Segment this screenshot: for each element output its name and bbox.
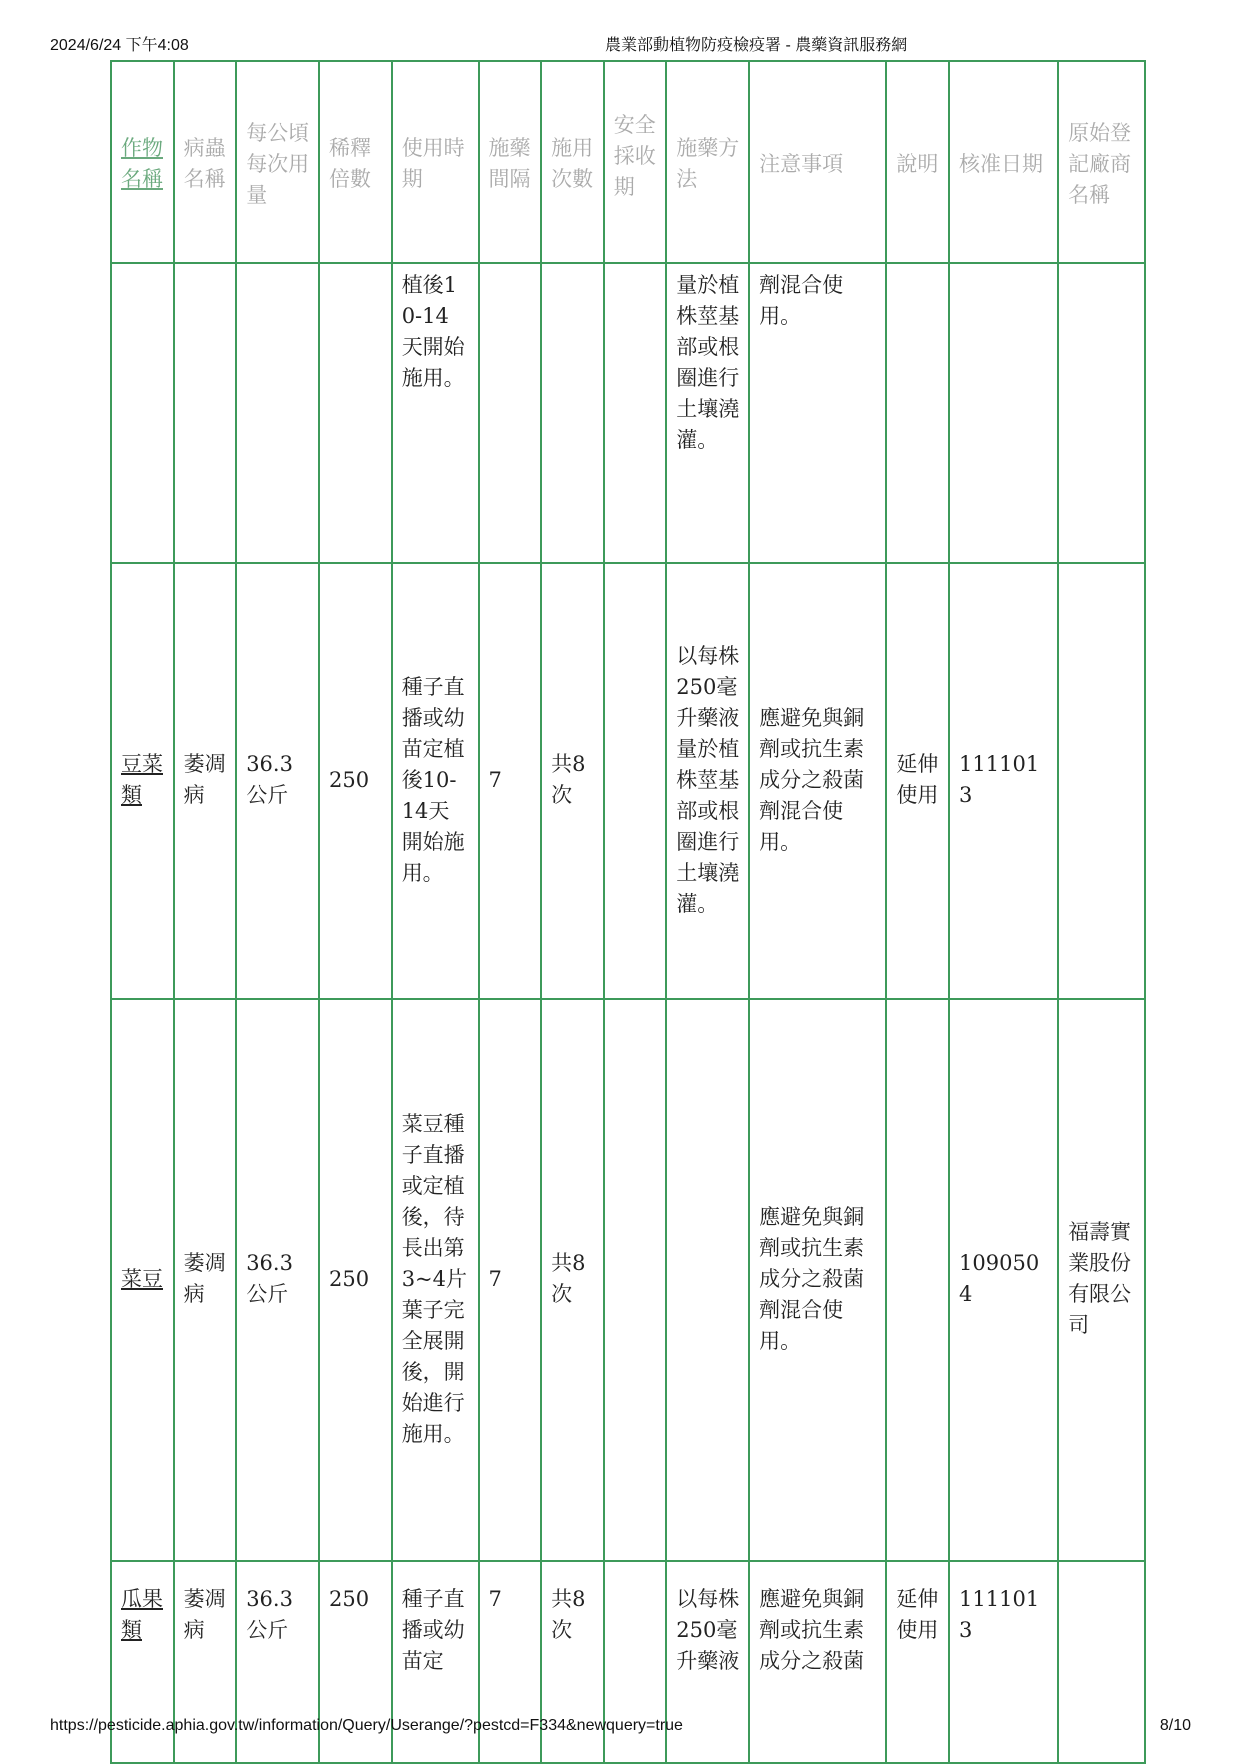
cell-method: 量於植株莖基部或根圈進行土壤澆灌。: [666, 263, 749, 563]
cell-times: 共8次: [541, 563, 604, 999]
cell-phi: [604, 563, 667, 999]
cell-remark: [886, 263, 949, 563]
cell-dilution: 250: [319, 999, 392, 1561]
cell-method: 以每株250毫升藥液量於植株莖基部或根圈進行土壤澆灌。: [666, 563, 749, 999]
cell-interval: 7: [479, 1561, 542, 1763]
cell-notes: 應避免與銅劑或抗生素成分之殺菌劑混合使用。: [749, 563, 886, 999]
cell-remark: [886, 999, 949, 1561]
crop-link[interactable]: 豆菜類: [121, 752, 163, 807]
usage-table: [110, 60, 1146, 1764]
header-method: 施藥方法: [666, 61, 749, 263]
cell-timing: 種子直播或幼苗定植後10-14天開始施用。: [392, 563, 479, 999]
cell-times: [541, 263, 604, 563]
print-footer: [50, 1717, 1191, 1739]
header-notes: 注意事項: [749, 61, 886, 263]
cell-timing: 植後10-14天開始施用。: [392, 263, 479, 563]
cell-method: [666, 999, 749, 1561]
header-registrant: 原始登記廠商名稱: [1058, 61, 1145, 263]
cell-dilution: 250: [319, 1561, 392, 1763]
cell-crop: [111, 563, 174, 999]
cell-dosage: 36.3公斤: [236, 1561, 319, 1763]
table-row: [111, 563, 1145, 999]
cell-timing: 種子直播或幼苗定: [392, 1561, 479, 1763]
cell-approval: 1111013: [949, 1561, 1058, 1763]
crop-link[interactable]: 瓜果類: [121, 1587, 163, 1642]
cell-dilution: 250: [319, 563, 392, 999]
crop-link[interactable]: 菜豆: [121, 1266, 163, 1291]
cell-notes: 應避免與銅劑或抗生素成分之殺菌: [749, 1561, 886, 1763]
header-phi: 安全採收期: [604, 61, 667, 263]
cell-phi: [604, 999, 667, 1561]
cell-times: 共8次: [541, 1561, 604, 1763]
cell-interval: 7: [479, 999, 542, 1561]
header-interval: 施藥間隔: [479, 61, 542, 263]
header-remark: 說明: [886, 61, 949, 263]
cell-crop: [111, 999, 174, 1561]
header-approval: 核准日期: [949, 61, 1058, 263]
header-dosage: 每公頃每次用量: [236, 61, 319, 263]
cell-remark: 延伸使用: [886, 563, 949, 999]
print-datetime: 2024/6/24 下午4:08: [50, 37, 189, 54]
cell-pest: [174, 263, 237, 563]
cell-dilution: [319, 263, 392, 563]
cell-timing: 菜豆種子直播或定植後，待長出第3~4片葉子完全展開後，開始進行施用。: [392, 999, 479, 1561]
cell-dosage: 36.3公斤: [236, 999, 319, 1561]
cell-dosage: [236, 263, 319, 563]
sort-crop-link[interactable]: 作物名稱: [121, 136, 163, 191]
print-page-title: 農業部動植物防疫檢疫署 - 農藥資訊服務網: [605, 37, 908, 54]
cell-interval: [479, 263, 542, 563]
cell-notes: 應避免與銅劑或抗生素成分之殺菌劑混合使用。: [749, 999, 886, 1561]
cell-crop: [111, 263, 174, 563]
cell-registrant: 福壽實業股份有限公司: [1058, 999, 1145, 1561]
cell-approval: [949, 263, 1058, 563]
cell-interval: 7: [479, 563, 542, 999]
cell-pest: 萎凋病: [174, 999, 237, 1561]
cell-pest: 萎凋病: [174, 563, 237, 999]
cell-dosage: 36.3公斤: [236, 563, 319, 999]
print-header: [50, 32, 1191, 54]
print-page-number: 8/10: [1159, 1717, 1191, 1734]
header-timing: 使用時期: [392, 61, 479, 263]
header-crop[interactable]: [111, 61, 174, 263]
cell-times: 共8次: [541, 999, 604, 1561]
cell-notes: 劑混合使用。: [749, 263, 886, 563]
cell-registrant: [1058, 563, 1145, 999]
cell-registrant: [1058, 263, 1145, 563]
header-times: 施用次數: [541, 61, 604, 263]
table-row: [111, 263, 1145, 563]
header-pest: 病蟲名稱: [174, 61, 237, 263]
cell-pest: 萎凋病: [174, 1561, 237, 1763]
cell-remark: 延伸使用: [886, 1561, 949, 1763]
cell-approval: 1090504: [949, 999, 1058, 1561]
table-header-row: [111, 61, 1145, 263]
cell-approval: 1111013: [949, 563, 1058, 999]
header-dilution: 稀釋倍數: [319, 61, 392, 263]
cell-phi: [604, 263, 667, 563]
print-url: https://pesticide.aphia.gov.tw/information/Query/Userange/?pestcd=F334&newquery=true: [50, 1717, 683, 1734]
table-row: [111, 999, 1145, 1561]
cell-method: 以每株250毫升藥液: [666, 1561, 749, 1763]
